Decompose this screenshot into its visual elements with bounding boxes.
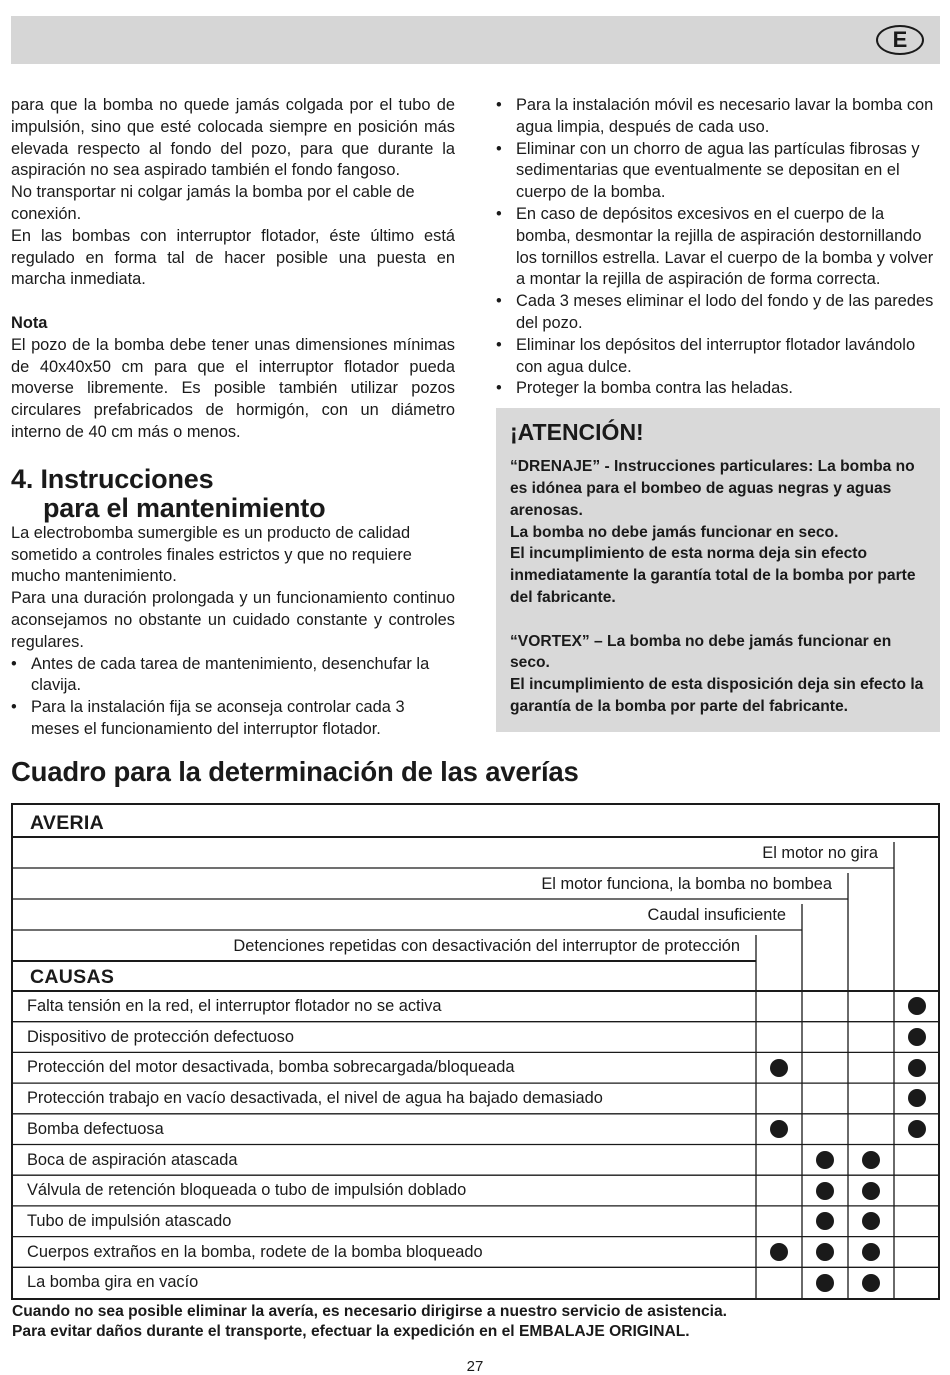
intro-paragraph-1: para que la bomba no quede jamás colgada por el tubo de impulsión, sino que esté colocada siempre en posición más elevada respecto al fondo del pozo, para que durante la aspiración no sea aspirado también el fondo fangoso. (11, 96, 455, 180)
list-item: • Para la instalación fija se aconseja controlar cada 3 meses el funcionamiento del interruptor flotador. (11, 697, 455, 741)
note-text: El pozo de la bomba debe tener unas dimensiones mínimas de 40x40x50 cm para que el interruptor flotador pueda moverse libremente. Es posible también utilizar pozos circulares prefabricados de hormigón, con un diámetro interno de 40 cm más o menos. (11, 335, 455, 441)
header-bar (11, 16, 940, 64)
section-paragraph-1: La electrobomba sumergible es un producto de calidad sometido a controles finales estrictos y que no requiere mucho mantenimiento. (11, 523, 412, 586)
cause-mark-dot (862, 1274, 880, 1292)
cause-label: Falta tensión en la red, el interruptor flotador no se activa (27, 997, 442, 1015)
section-number: 4. (11, 463, 34, 494)
list-item: • Proteger la bomba contra las heladas. (496, 378, 940, 400)
cause-mark-dot (816, 1274, 834, 1292)
section-title-line1: Instrucciones (40, 463, 214, 494)
attention-text: La bomba no debe jamás funcionar en seco. (510, 523, 839, 541)
cause-label: La bomba gira en vacío (27, 1273, 199, 1292)
footer-note-packaging: Para evitar daños durante el transporte, efectuar la expedición en el EMBALAJE ORIGINAL. (12, 1322, 690, 1340)
cause-label: Cuerpos extraños en la bomba, rodete de la bomba bloqueado (27, 1242, 483, 1261)
cause-label: Válvula de retención bloqueada o tubo de impulsión doblado (27, 1181, 467, 1200)
right-column (496, 95, 940, 732)
cause-label: Tubo de impulsión atascado (27, 1211, 232, 1230)
attention-title: ¡ATENCIÓN! (510, 419, 644, 446)
averia-label: AVERIA (30, 812, 105, 834)
maintenance-bullets-right (496, 95, 940, 400)
maintenance-bullets-left (11, 654, 455, 741)
cause-mark-dot (862, 1151, 880, 1169)
footer-notes (12, 1302, 727, 1341)
attention-text: “VORTEX” – La bomba no debe jamás funcionar en seco. (510, 632, 892, 672)
cause-mark-dot (862, 1243, 880, 1261)
list-item: • En caso de depósitos excesivos en el cuerpo de la bomba, desmontar la rejilla de aspiración destornillando los tornillos estrella. Lavar el cuerpo de la bomba y volver a montar la rejilla de aspiración de forma correcta. (496, 204, 940, 291)
list-item: • Para la instalación móvil es necesario lavar la bomba con agua limpia, después de cada uso. (496, 95, 940, 139)
cause-label: Dispositivo de protección defectuoso (27, 1027, 294, 1046)
list-item: • Cada 3 meses eliminar el lodo del fondo y de las paredes del pozo. (496, 291, 940, 335)
attention-text: “DRENAJE” - Instrucciones particulares: La bomba no es idónea para el bombeo de aguas negras y aguas arenosas. (510, 458, 915, 519)
fault-label: El motor no gira (762, 844, 878, 862)
cause-mark-dot (908, 1028, 926, 1046)
cause-label: Boca de aspiración atascada (27, 1150, 238, 1169)
left-column (11, 95, 455, 741)
cause-mark-dot (816, 1182, 834, 1200)
cause-mark-dot (770, 1059, 788, 1077)
list-item: • Antes de cada tarea de mantenimiento, desenchufar la clavija. (11, 654, 455, 698)
footer-note-assistance: Cuando no sea posible eliminar la avería, es necesario dirigirse a nuestro servicio de asistencia. (12, 1303, 728, 1320)
fault-table (11, 803, 940, 1300)
section-heading (11, 465, 455, 523)
cause-mark-dot (816, 1243, 834, 1261)
list-item: • Eliminar con un chorro de agua las partículas fibrosas y sedimentarias que eventualmente se depositan en el cuerpo de la bomba. (496, 139, 940, 204)
fault-table-title: Cuadro para la determinación de las averías (11, 756, 579, 787)
cause-label: Bomba defectuosa (27, 1119, 164, 1138)
fault-label: Detenciones repetidas con desactivación del interruptor de protección (233, 937, 740, 955)
causas-label: CAUSAS (30, 966, 115, 988)
page-number: 27 (466, 1358, 484, 1375)
attention-text: El incumplimiento de esta disposición deja sin efecto la garantía de la bomba por parte del fabricante. (510, 676, 924, 715)
attention-text: El incumplimiento de esta norma deja sin efecto inmediatamente la garantía total de la bomba por parte del fabricante. (510, 545, 916, 606)
cause-label: Protección del motor desactivada, bomba sobrecargada/bloqueada (27, 1058, 515, 1077)
fault-label: El motor funciona, la bomba no bombea (541, 875, 832, 893)
section-paragraph-2: Para una duración prolongada y un funcionamiento continuo aconsejamos no obstante un cuidado constante y controles regulares. (11, 589, 455, 651)
intro-paragraph-3: En las bombas con interruptor flotador, éste último está regulado en forma tal de hacer posible una puesta en marcha inmediata. (11, 226, 455, 289)
fault-label: Caudal insuficiente (647, 906, 786, 924)
cause-mark-dot (908, 1059, 926, 1077)
cause-label: Protección trabajo en vacío desactivada, el nivel de agua ha bajado demasiado (27, 1089, 603, 1108)
list-item: • Eliminar los depósitos del interruptor flotador lavándolo con agua dulce. (496, 335, 940, 379)
intro-paragraph-2: No transportar ni colgar jamás la bomba por el cable de conexión. (11, 183, 415, 223)
cause-mark-dot (816, 1151, 834, 1169)
cause-mark-dot (770, 1243, 788, 1261)
section-title-line2: para el mantenimiento (43, 492, 326, 523)
cause-mark-dot (862, 1182, 880, 1200)
language-badge: E (876, 25, 924, 55)
attention-box (496, 408, 940, 732)
note-title: Nota (11, 313, 48, 332)
